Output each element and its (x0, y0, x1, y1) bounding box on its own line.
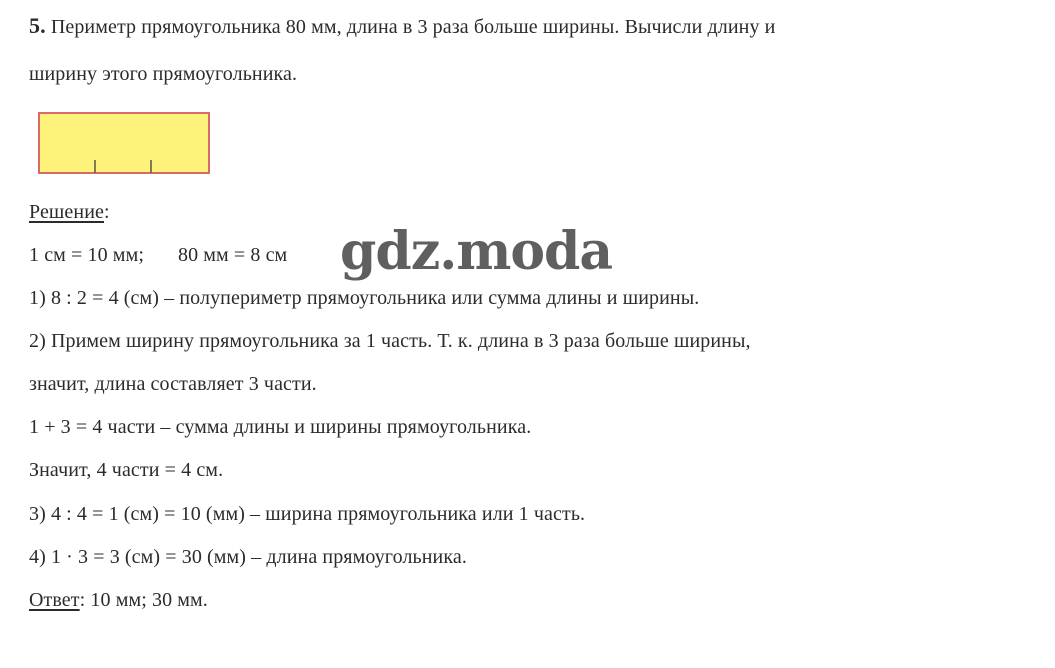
rectangle-shape (39, 113, 209, 173)
watermark-logo: gdz.moda (340, 221, 613, 282)
step-1: 1) 8 : 2 = 4 (см) – полупериметр прямоугольника или сумма длины и ширины. (29, 287, 700, 309)
task-line-1 (29, 14, 775, 39)
solution-heading-line (29, 200, 110, 224)
step-3: 3) 4 : 4 = 1 (см) = 10 (мм) – ширина прямоугольника или 1 часть. (29, 503, 586, 525)
step-2-line-2: значит, длина составляет 3 части. (29, 373, 317, 395)
solution-heading-colon: : (104, 201, 110, 223)
answer-label: Ответ (29, 589, 80, 611)
sum-line: 1 + 3 = 4 части – сумма длины и ширины прямоугольника. (29, 416, 532, 438)
step-2-line-1: 2) Примем ширину прямоугольника за 1 часть. Т. к. длина в 3 раза больше ширины, (29, 330, 751, 352)
conversion-b: 80 мм = 8 см (177, 244, 288, 266)
task-text-1: Периметр прямоугольника 80 мм, длина в 3 раза больше ширины. Вычисли длину и (50, 16, 776, 38)
step-4: 4) 1 · 3 = 3 (см) = 30 (мм) – длина прямоугольника. (29, 546, 467, 568)
task-number: 5. (29, 13, 46, 38)
solution-heading: Решение (29, 201, 104, 223)
answer-line (29, 588, 208, 612)
rectangle-figure (38, 112, 210, 174)
conversion-a: 1 см = 10 мм; (29, 244, 144, 266)
answer-value: : 10 мм; 30 мм. (79, 589, 208, 611)
task-line-2: ширину этого прямоугольника. (29, 63, 298, 85)
conversion-line (29, 243, 287, 267)
means-line: Значит, 4 части = 4 см. (29, 459, 224, 481)
